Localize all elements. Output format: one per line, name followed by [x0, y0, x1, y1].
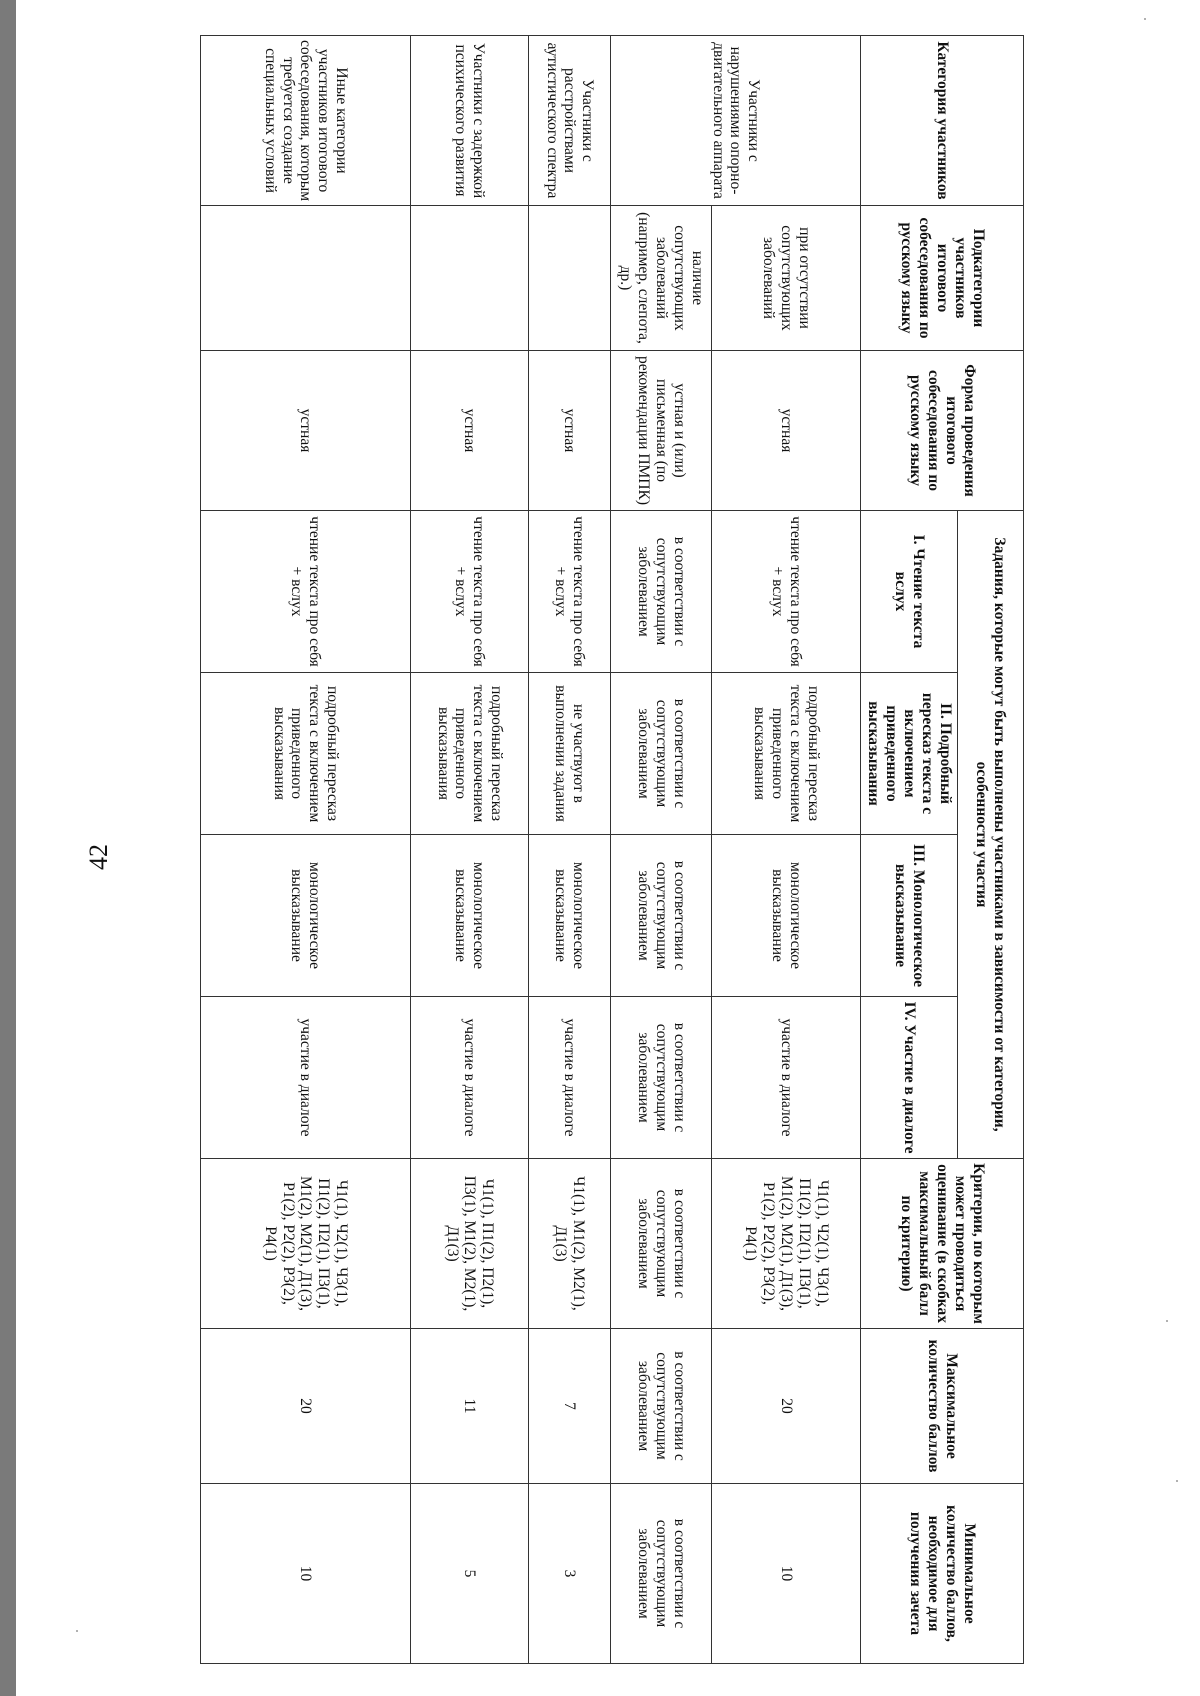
- header-tasks-group: Задания, которые могут быть выполнены участниками в зависимости от категории, особенности участия: [958, 511, 1024, 1159]
- cell-subcategory: наличие сопутствующих заболеваний (например, слепота, др.): [611, 206, 712, 351]
- cell-task3: монологическое высказывание: [411, 835, 529, 997]
- cell-min-score: 5: [411, 1484, 529, 1664]
- cell-task2: подробный пересказ текста с включением приведенного высказывания: [201, 673, 411, 835]
- cell-max-score: в соответствии с сопутствующим заболеванием: [611, 1329, 712, 1484]
- table-row: [411, 36, 529, 1664]
- cell-form: устная: [411, 351, 529, 511]
- cell-task4: участие в диалоге: [529, 997, 611, 1159]
- rotated-table-container: [201, 35, 1024, 1663]
- cell-max-score: 11: [411, 1329, 529, 1484]
- cell-min-score: 10: [201, 1484, 411, 1664]
- header-criteria: Критерии, по которым может проводиться оценивание (в скобках максимальный балл по критерию): [861, 1159, 1024, 1329]
- table-row: [201, 36, 411, 1664]
- cell-task4: участие в диалоге: [201, 997, 411, 1159]
- header-min-score: Минимальное количество баллов, необходимое для получения зачета: [861, 1484, 1024, 1664]
- cell-criteria: Ч1(1), Ч2(1), Ч3(1), П1(2), П2(1), П3(1), М1(2), М2(1), Д1(3), Р1(2), Р2(2), Р3(2), Р4(1): [712, 1159, 861, 1329]
- cell-task1: в соответствии с сопутствующим заболеванием: [611, 511, 712, 673]
- cell-category: Участники с задержкой психического развития: [411, 36, 529, 206]
- scan-speck: [1144, 18, 1146, 20]
- cell-task2: в соответствии с сопутствующим заболеванием: [611, 673, 712, 835]
- table-row: [712, 36, 861, 1664]
- cell-subcategory: [201, 206, 411, 351]
- cell-form: устная: [201, 351, 411, 511]
- cell-form: устная: [529, 351, 611, 511]
- document-page: [16, 0, 1200, 1696]
- table-row: [529, 36, 611, 1664]
- cell-task3: монологическое высказывание: [201, 835, 411, 997]
- header-task2: II. Подробный пересказ текста с включением приведенного высказывания: [861, 673, 958, 835]
- cell-task1: чтение текста про себя + вслух: [411, 511, 529, 673]
- cell-subcategory: [411, 206, 529, 351]
- cell-max-score: 7: [529, 1329, 611, 1484]
- scan-speck: [1176, 1480, 1178, 1482]
- participants-table: [200, 35, 1024, 1664]
- cell-criteria: в соответствии с сопутствующим заболеванием: [611, 1159, 712, 1329]
- cell-category: Иные категории участников итогового собеседования, которым требуется создание специальных условий: [201, 36, 411, 206]
- cell-task1: чтение текста про себя + вслух: [712, 511, 861, 673]
- header-max-score: Максимальное количество баллов: [861, 1329, 1024, 1484]
- cell-max-score: 20: [201, 1329, 411, 1484]
- cell-task3: монологическое высказывание: [529, 835, 611, 997]
- cell-subcategory: [529, 206, 611, 351]
- cell-criteria: Ч1(1), М1(2), М2(1), Д1(3): [529, 1159, 611, 1329]
- cell-task2: подробный пересказ текста с включением приведенного высказывания: [411, 673, 529, 835]
- header-row-1: [958, 36, 1024, 1664]
- cell-subcategory: при отсутствии сопутствующих заболеваний: [712, 206, 861, 351]
- cell-min-score: 3: [529, 1484, 611, 1664]
- cell-criteria: Ч1(1), Ч2(1), Ч3(1), П1(2), П2(1), П3(1), М1(2), М2(1), Д1(3), Р1(2), Р2(2), Р3(2), Р4(1): [201, 1159, 411, 1329]
- header-task4: IV. Участие в диалоге: [861, 997, 958, 1159]
- cell-category: Участники с нарушениями опорно-двигательного аппарата: [611, 36, 861, 206]
- cell-max-score: 20: [712, 1329, 861, 1484]
- header-task3: III. Монологическое высказывание: [861, 835, 958, 997]
- cell-task4: в соответствии с сопутствующим заболеванием: [611, 997, 712, 1159]
- cell-task1: чтение текста про себя + вслух: [529, 511, 611, 673]
- scan-speck: [1166, 1320, 1168, 1322]
- header-form: Форма проведения итогового собеседования по русскому языку: [861, 351, 1024, 511]
- page-number: 42: [84, 844, 113, 870]
- cell-task2: подробный пересказ текста с включением приведенного высказывания: [712, 673, 861, 835]
- cell-task3: монологическое высказывание: [712, 835, 861, 997]
- cell-category: Участники с расстройствами аутистического спектра: [529, 36, 611, 206]
- cell-min-score: в соответствии с сопутствующим заболеванием: [611, 1484, 712, 1664]
- cell-task4: участие в диалоге: [712, 997, 861, 1159]
- scan-speck: [76, 1630, 78, 1632]
- cell-task4: участие в диалоге: [411, 997, 529, 1159]
- cell-form: устная: [712, 351, 861, 511]
- header-category: Категория участников: [861, 36, 1024, 206]
- cell-task2: не участвуют в выполнении задания: [529, 673, 611, 835]
- cell-task3: в соответствии с сопутствующим заболеванием: [611, 835, 712, 997]
- cell-min-score: 10: [712, 1484, 861, 1664]
- cell-task1: чтение текста про себя + вслух: [201, 511, 411, 673]
- table-row: [611, 36, 712, 1664]
- header-subcategory: Подкатегории участников итогового собеседования по русскому языку: [861, 206, 1024, 351]
- header-task1: I. Чтение текста вслух: [861, 511, 958, 673]
- cell-form: устная и (или) письменная (по рекомендации ПМПК): [611, 351, 712, 511]
- cell-criteria: Ч1(1), П1(2), П2(1), П3(1), М1(2), М2(1), Д1(3): [411, 1159, 529, 1329]
